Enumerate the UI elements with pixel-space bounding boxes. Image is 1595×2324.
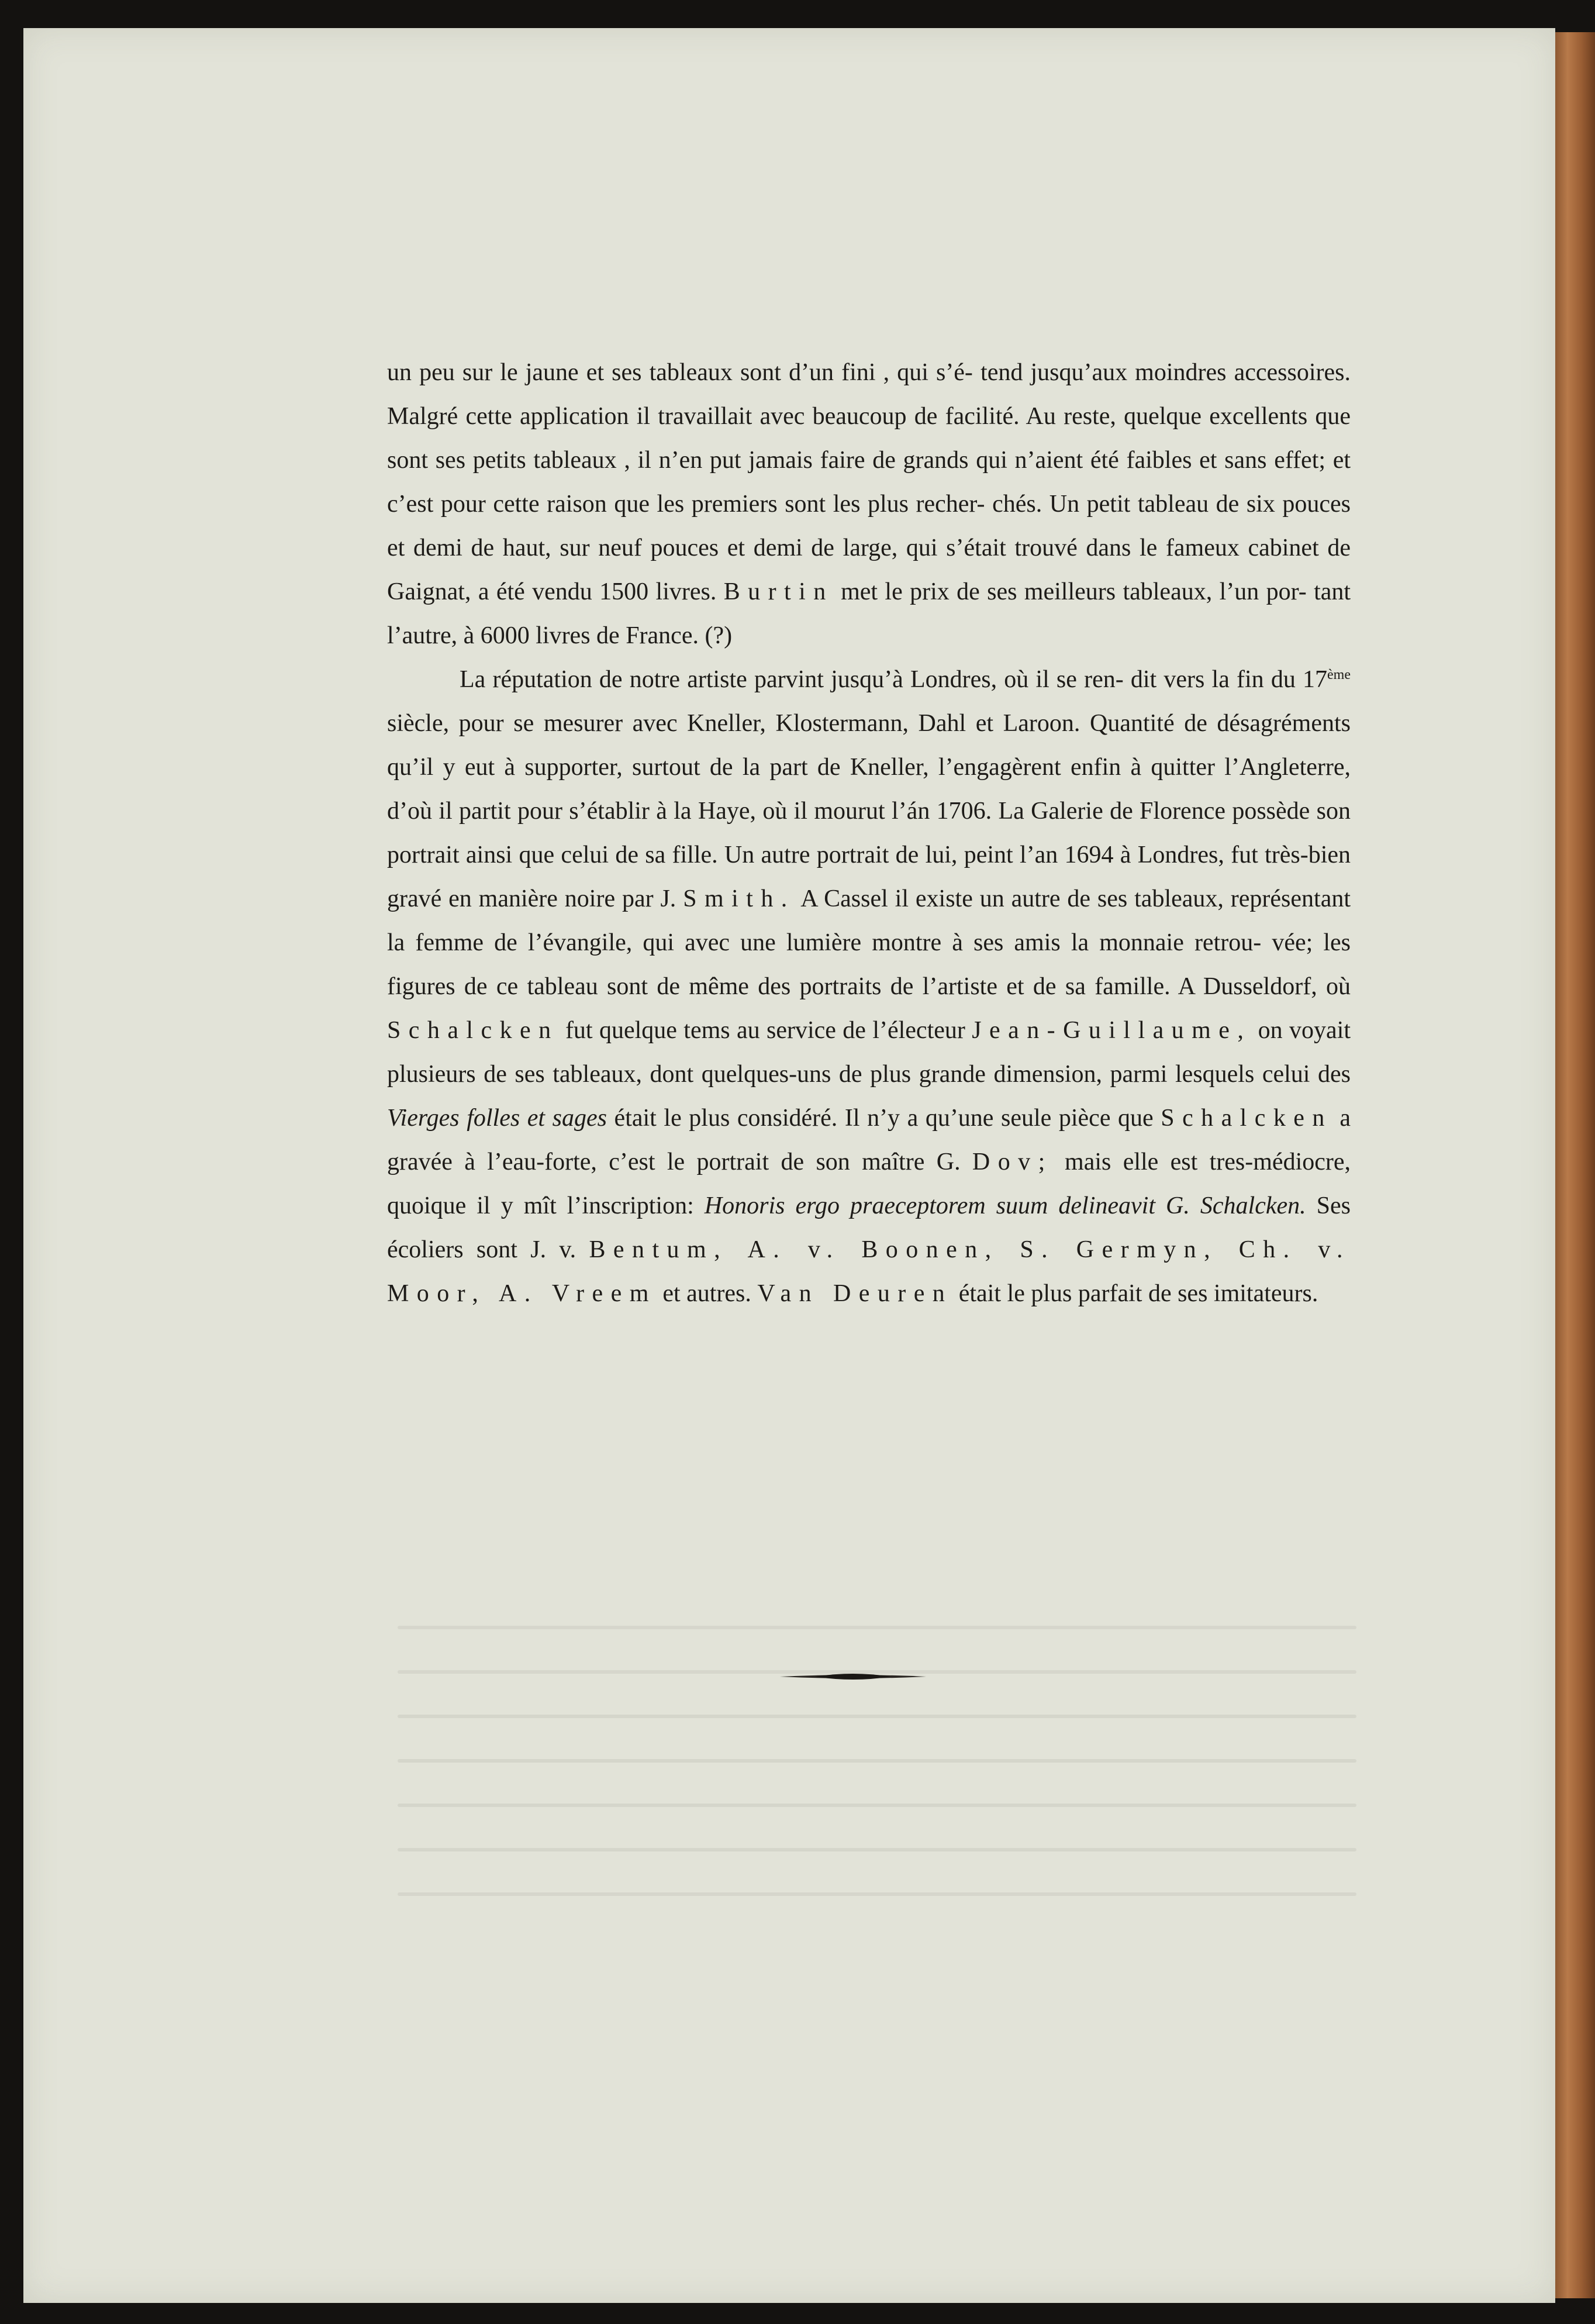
person-name-spaced: Burtin: [723, 578, 834, 605]
text-line: pour s’établir à la Haye, où il mourut l’án 1706. La Galerie de Florence: [517, 798, 1225, 825]
text-line: vée; les figures de ce tableau sont de même des portraits de l’artiste et de: [387, 929, 1351, 1000]
text-line: tant l’autre, à 6000 livres de France. (?): [387, 578, 1351, 649]
text-line: La réputation de notre artiste parvint jusqu’à Londres, où il se ren-: [460, 666, 1124, 693]
person-name-spaced: Dov;: [972, 1149, 1053, 1175]
text-line: quelques-uns de plus grande dimension, parmi lesquels celui des: [701, 1061, 1351, 1088]
text-line: l’électeur: [872, 1017, 965, 1044]
text-line: tend jusqu’aux moindres accessoires. Malgré cette application il travaillait: [387, 359, 1351, 430]
text-line: était le plus parfait de ses imitateurs.: [958, 1280, 1318, 1307]
person-name-spaced: Jean-Guillaume,: [972, 1017, 1252, 1044]
text-line: peint l’an 1694 à Londres, fut très-bien gravé en manière noire par J.: [387, 842, 1351, 912]
tailpiece-ornament-icon: [780, 1670, 926, 1683]
text-line: Dahl et Laroon. Quantité de désagréments qu’il y eut à supporter, surtout: [387, 710, 1351, 781]
text-line: sa famille. A Dusseldorf, où: [1065, 973, 1351, 1000]
text-line: de l’évangile, qui avec une lumière montre à ses amis la monnaie retrou-: [494, 929, 1262, 956]
text-line: Ses écoliers sont J. v.: [387, 1192, 1351, 1263]
text-line: et autres.: [662, 1280, 751, 1307]
text-line: un peu sur le jaune et ses tableaux sont d’un fini , qui s’é-: [387, 359, 973, 386]
superscript: ème: [1327, 667, 1351, 682]
person-names-spaced: Bentum, A. v. Boonen, S. Germyn, Ch. v. Moor, A. Vreem: [387, 1236, 1351, 1307]
text-line: avec beaucoup de facilité. Au reste, quelque excellents que sont ses petits: [387, 403, 1351, 474]
body-text: [387, 351, 1351, 1316]
text-line: chés. Un petit tableau de six pouces et demi de haut, sur neuf pouces et: [387, 491, 1351, 561]
person-name-spaced: Schalcken: [1161, 1105, 1332, 1132]
text-line: tableaux , il n’en put jamais faire de grands qui n’aient été faibles et: [533, 447, 1217, 474]
text-line: on voyait plusieurs de ses tableaux, dont: [387, 1017, 1351, 1088]
italic-inscription: ergo praeceptorem suum delineavit G. Schalcken.: [795, 1192, 1306, 1219]
person-name-spaced: Van Deuren: [757, 1280, 953, 1307]
person-name-spaced: Smith.: [683, 885, 795, 912]
paragraph-2: [387, 658, 1351, 1316]
text-line: a gravée à l’eau-forte, c’est le portrait de son maître G.: [387, 1105, 1351, 1175]
text-line: dit vers la fin du 17: [1130, 666, 1328, 693]
book-page-edge: [1549, 32, 1595, 2298]
person-name-spaced: Schalcken: [387, 1017, 559, 1044]
paragraph-1: [387, 351, 1351, 658]
italic-title: Vierges: [387, 1105, 460, 1132]
text-line: fut quelque tems au service de: [565, 1017, 866, 1044]
text-line: demi de large, qui s’était trouvé dans le fameux cabinet de Gaignat, a été: [387, 535, 1351, 605]
text-line: de la part de Kneller, l’engagèrent enfin à quitter l’Angleterre, d’où il partit: [387, 754, 1351, 825]
text-line: met le prix de ses meilleurs tableaux, l’un por-: [841, 578, 1307, 605]
italic-title: folles et sages: [467, 1105, 607, 1132]
text-line: possède son portrait ainsi que celui de sa fille. Un autre portrait de lui,: [387, 798, 1351, 868]
text-line: A Cassel il existe un autre de ses tableaux, représentant la femme: [387, 885, 1351, 956]
text-line: vendu 1500 livres.: [532, 578, 717, 605]
text-line: mais elle est tres-médiocre, quoique il y mît l’inscription:: [387, 1149, 1351, 1219]
text-line: siècle, pour se mesurer avec Kneller, Klostermann,: [387, 710, 909, 737]
italic-inscription: Honoris: [704, 1192, 785, 1219]
text-line: sans effet; et c’est pour cette raison que les premiers sont les plus recher-: [387, 447, 1351, 518]
text-line: était le plus considéré. Il n’y a qu’une seule pièce que: [614, 1105, 1154, 1132]
